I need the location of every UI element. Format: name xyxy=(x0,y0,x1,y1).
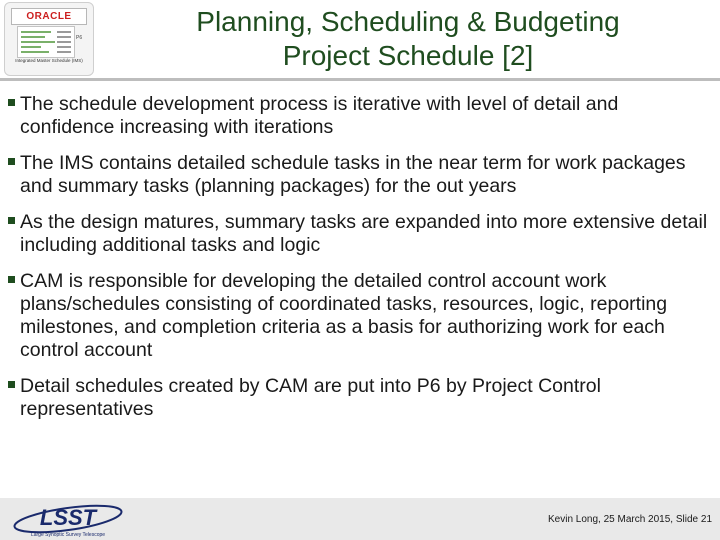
slide-title xyxy=(96,5,720,73)
bullet-text: CAM is responsible for developing the detailed control account work plans/schedules consisting of coordinated tasks, resources, logic, reporting milestones, and completion criteria as a basis for authorizing work for each control account xyxy=(20,270,668,361)
header-divider xyxy=(0,78,720,81)
logo-wordmark: LSST xyxy=(39,505,97,530)
oracle-brand-label: ORACLE xyxy=(11,8,87,25)
bullet-text: Detail schedules created by CAM are put into P6 by Project Control representatives xyxy=(20,375,601,420)
lsst-logo xyxy=(10,500,126,538)
square-bullet-icon xyxy=(8,217,15,224)
p6-label: P6 xyxy=(76,35,83,41)
slide-credit: Kevin Long, 25 March 2015, Slide 21 xyxy=(548,514,712,525)
bullet-item xyxy=(10,211,712,257)
square-bullet-icon xyxy=(8,381,15,388)
square-bullet-icon xyxy=(8,158,15,165)
square-bullet-icon xyxy=(8,99,15,106)
oracle-ims-thumbnail xyxy=(4,2,94,76)
title-line-1: Planning, Scheduling & Budgeting xyxy=(196,6,620,37)
bullet-text: The IMS contains detailed schedule tasks in the near term for work packages and summary tasks (planning packages) for the out years xyxy=(20,152,686,197)
schedule-sheet-graphic xyxy=(17,26,75,58)
bullet-item xyxy=(10,270,712,362)
bullet-item xyxy=(10,375,712,421)
logo-tagline: Large Synoptic Survey Telescope xyxy=(30,532,106,538)
bullet-item xyxy=(10,152,712,198)
bullet-text: As the design matures, summary tasks are expanded into more extensive detail including additional tasks and logic xyxy=(20,211,708,256)
thumbnail-caption: Integrated Master Schedule (IMS) xyxy=(15,58,83,63)
bullet-text: The schedule development process is iterative with level of detail and confidence increasing with iterations xyxy=(20,93,619,138)
title-line-2: Project Schedule [2] xyxy=(282,40,534,71)
square-bullet-icon xyxy=(8,276,15,283)
bullet-item xyxy=(10,93,712,139)
bullet-list xyxy=(10,93,712,434)
